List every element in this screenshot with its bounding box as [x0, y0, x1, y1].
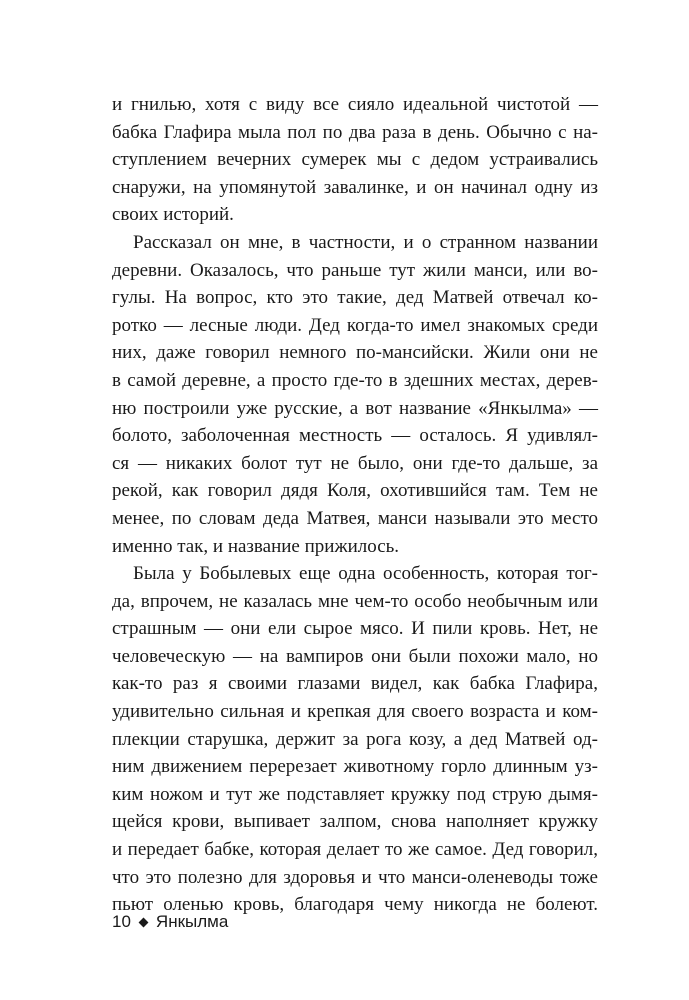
text-line: в самой деревне, а просто где-то в здешних местах, дерев-: [112, 369, 598, 391]
text-line: плекции старушка, держит за рога козу, а дед Матвей од-: [112, 728, 598, 750]
text-line: менее, по словам деда Матвея, манси называли это место: [112, 507, 598, 529]
paragraph: [112, 560, 598, 919]
diamond-icon: [138, 917, 148, 927]
paragraph: [112, 91, 598, 229]
text-line: да, впрочем, не казалась мне чем-то особо необычным или: [112, 590, 598, 612]
text-line: Рассказал он мне, в частности, и о странном названии: [133, 231, 598, 253]
text-line: ступлением вечерних сумерек мы с дедом устраивались: [112, 149, 598, 171]
text-line: Была у Бобылевых еще одна особенность, которая тог-: [133, 563, 598, 585]
text-line: деревни. Оказалось, что раньше тут жили манси, или во-: [112, 259, 598, 281]
text-line: именно так, и название прижилось.: [112, 535, 400, 557]
page-body-text: [112, 91, 598, 919]
text-line: пьют оленью кровь, благодаря чему никогда не болеют.: [112, 894, 598, 916]
text-line: как-то раз я своими глазами видел, как бабка Глафира,: [112, 673, 598, 695]
text-line: ся — никаких болот тут не было, они где-то дальше, за: [112, 452, 598, 474]
text-line: снаружи, на упомянутой завалинке, и он начинал одну из: [112, 176, 598, 198]
paragraph: [112, 229, 598, 560]
text-line: ним движением перерезает животному горло длинным уз-: [112, 756, 598, 778]
text-line: ню построили уже русские, а вот название «Янкылма» —: [112, 397, 598, 419]
text-line: и гнилью, хотя с виду все сияло идеальной чистотой —: [112, 94, 598, 115]
text-line: щейся крови, выпивает залпом, снова наполняет кружку: [112, 811, 598, 833]
text-line: ротко — лесные люди. Дед когда-то имел знакомых среди: [112, 314, 598, 336]
text-line: своих историй.: [112, 204, 234, 226]
text-line: страшным — они ели сырое мясо. И пили кровь. Нет, не: [112, 618, 598, 640]
text-line: болото, заболоченная местность — осталось. Я удивлял-: [112, 425, 598, 447]
text-line: ким ножом и тут же подставляет кружку под струю дымя-: [112, 783, 598, 805]
text-line: рекой, как говорил дядя Коля, охотившийся там. Тем не: [112, 480, 598, 502]
text-line: что это полезно для здоровья и что манси-оленеводы тоже: [112, 866, 598, 888]
text-line: удивительно сильная и крепкая для своего возраста и ком-: [112, 701, 598, 723]
page-footer: [112, 912, 228, 932]
text-line: гулы. На вопрос, кто это такие, дед Матвей отвечал ко-: [112, 287, 598, 309]
text-line: них, даже говорил немного по-мансийски. Жили они не: [112, 342, 598, 364]
running-title: Янкылма: [155, 912, 229, 931]
text-line: человеческую — на вампиров они были похожи мало, но: [112, 645, 598, 667]
text-line: и передает бабке, которая делает то же самое. Дед говорил,: [112, 839, 598, 861]
page-number: 10: [112, 912, 131, 931]
text-line: бабка Глафира мыла пол по два раза в день. Обычно с на-: [112, 121, 598, 143]
